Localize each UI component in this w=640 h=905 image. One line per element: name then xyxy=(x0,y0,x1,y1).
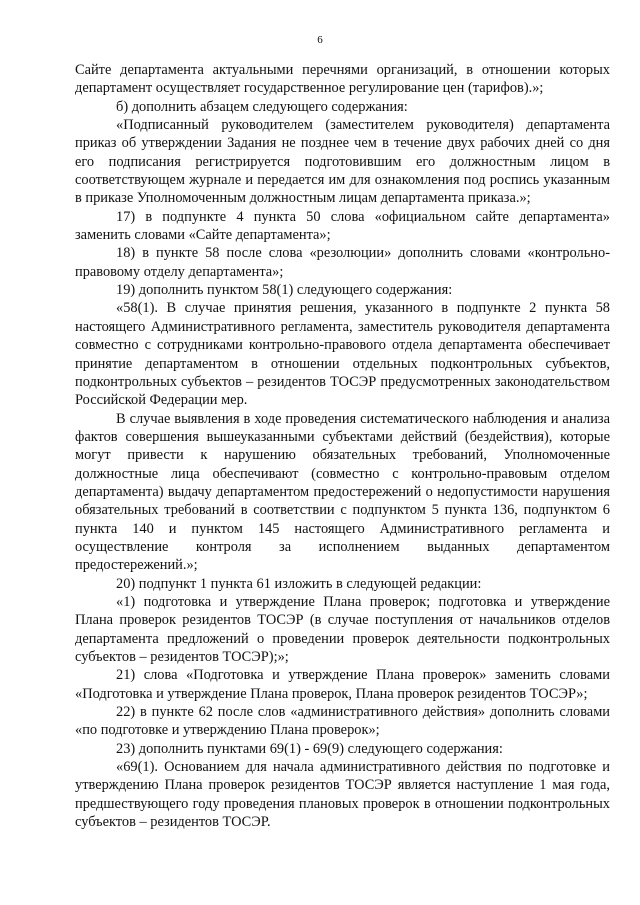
paragraph-clause-58-1-cont: В случае выявления в ходе проведения систематического наблюдения и анализа фактов совершения вышеуказанными субъектами действий (бездействия), которые могут привести к нарушению обязательных требований, Уполномоченные должностные лица обеспечивают (совместно с контрольно-правовым отделом департамента) выдачу департаментом предостережений о недопустимости нарушения обязательных требований в соответствии с подпунктом 5 пункта 136, подпунктом 6 пункта 140 и пунктом 145 настоящего Административного регламента и осуществление контроля за исполнением выданных департаментом предостережений.»; xyxy=(75,410,610,574)
paragraph-item-17: 17) в подпункте 4 пункта 50 слова «официальном сайте департамента» заменить словами «Сайте департамента»; xyxy=(75,208,610,244)
paragraph-subclause-1: «1) подготовка и утверждение Плана проверок; подготовка и утверждение Плана проверок резидентов ТОСЭР (в случае поступления от начальников отделов департамента предложений о проведении проверок деятельности подконтрольных субъектов – резидентов ТОСЭР);»; xyxy=(75,593,610,665)
paragraph-clause-58-1: «58(1). В случае принятия решения, указанного в подпункте 2 пункта 58 настоящего Административного регламента, заместитель руководителя департамента совместно с сотрудниками контрольно-правового отдела департамента обеспечивает принятие департаментом в отношении отдельных подконтрольных субъектов, подконтрольных субъектов – резидентов ТОСЭР предусмотренных законодательством Российской Федерации мер. xyxy=(75,300,610,409)
paragraph-item-18: 18) в пункте 58 после слова «резолюции» дополнить словами «контрольно-правовому отделу департамента»; xyxy=(75,245,610,280)
paragraph-continuation: Сайте департамента актуальными перечнями организаций, в отношении которых департамент осуществляет государственное регулирование цен (тарифов).»; xyxy=(75,62,610,97)
paragraph-item-20: 20) подпункт 1 пункта 61 изложить в следующей редакции: xyxy=(116,575,482,592)
paragraph-item-22: 22) в пункте 62 после слов «административного действия» дополнить словами «по подготовке и утверждению Плана проверок»; xyxy=(75,704,610,739)
paragraph-item-23: 23) дополнить пунктами 69(1) - 69(9) следующего содержания: xyxy=(116,740,503,757)
document-body xyxy=(75,61,610,831)
paragraph-item-b: б) дополнить абзацем следующего содержания: xyxy=(116,98,408,115)
paragraph-item-21: 21) слова «Подготовка и утверждение Плана проверок» заменить словами «Подготовка и утверждение Плана проверок, Плана проверок резидентов ТОСЭР»; xyxy=(75,667,610,702)
paragraph-clause-69-1: «69(1). Основанием для начала административного действия по подготовке и утверждению Плана проверок резидентов ТОСЭР является наступление 1 мая года, предшествующего году проведения плановых проверок в отношении подконтрольных субъектов – резидентов ТОСЭР. xyxy=(75,759,610,831)
page-number: 6 xyxy=(317,34,323,46)
paragraph-quote-order: «Подписанный руководителем (заместителем руководителя) департамента приказ об утверждении Задания не позднее чем в течение двух рабочих дней со дня его подписания регистрируется подготовившим его должностным лицом в соответствующем журнале и передается им для ознакомления под роспись указанным в приказе Уполномоченным должностным лицам департамента приказа.»; xyxy=(75,117,610,207)
paragraph-item-19: 19) дополнить пунктом 58(1) следующего содержания: xyxy=(116,282,453,299)
